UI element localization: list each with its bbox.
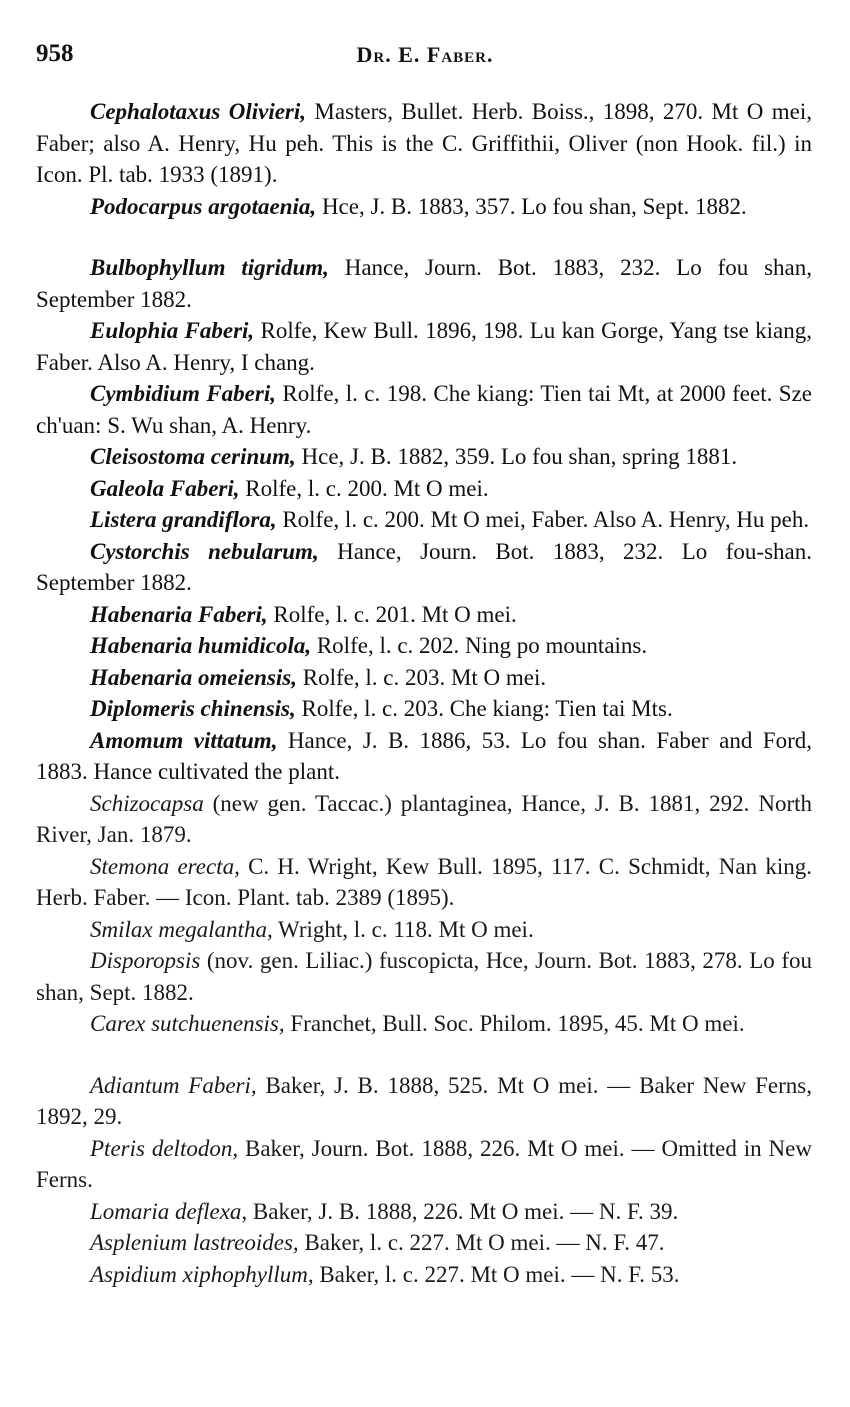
page-number: 958 [36,40,74,67]
citation-text: Rolfe, l. c. 200. Mt O mei. [239,475,489,501]
species-list [36,96,812,1290]
citation-text: Rolfe, l. c. 203. Mt O mei. [297,664,547,690]
taxon-name: Cephalotaxus Olivieri, [90,99,307,124]
species-entry [36,693,812,725]
species-entry [36,1070,812,1133]
species-entry [36,725,812,788]
taxon-name: Diplomeris chinensis, [90,696,296,721]
species-entry [36,441,812,473]
citation-text: Baker, J. B. 1888, 525. Mt O mei. — Baker New Ferns, 1892, 29. [36,1072,812,1129]
taxon-name: Cystorchis nebularum, [90,538,319,564]
taxon-name: Stemona erecta, [90,853,240,879]
citation-text: Wright, l. c. 118. Mt O mei. [272,916,534,942]
species-entry [36,378,812,441]
citation-text: (new gen. Taccac.) plantaginea, Hance, J. B. 1881, 292. North River, Jan. 1879. [36,790,812,847]
species-entry [36,851,812,914]
citation-text: Baker, Journ. Bot. 1888, 226. Mt O mei. — Omitted in New Ferns. [36,1135,812,1192]
species-entry [36,1259,812,1291]
taxon-name: Carex sutchuenensis, [90,1011,285,1036]
citation-text: Baker, J. B. 1888, 226. Mt O mei. — N. F. 39. [247,1198,679,1224]
taxon-name: Podocarpus argotaenia, [90,193,317,219]
species-entry [36,1008,812,1040]
citation-text: Hce, J. B. 1882, 359. Lo fou shan, spring 1881. [295,444,738,469]
citation-text: Hance, Journ. Bot. 1883, 232. Lo fou-shan. September 1882. [36,538,812,595]
taxon-name: Pteris deltodon, [90,1135,239,1161]
taxon-name: Habenaria humidicola, [90,633,312,658]
species-entry [36,1227,812,1259]
species-entry [36,191,812,223]
species-entry [36,945,812,1008]
citation-text: Hance, Journ. Bot. 1883, 232. Lo fou shan, September 1882. [36,255,812,312]
taxon-name: Smilax megalantha, [90,916,273,942]
species-entry [36,536,812,599]
running-head: Dr. E. Faber. [356,42,494,67]
species-entry [36,1133,812,1196]
taxon-name: Eulophia Faberi, [90,318,255,343]
taxon-name: Disporopsis [90,948,201,973]
citation-text: Baker, l. c. 227. Mt O mei. — N. F. 47. [298,1230,665,1255]
citation-text: C. H. Wright, Kew Bull. 1895, 117. C. Schmidt, Nan king. Herb. Faber. — Icon. Plant. tab. 2389 (1895). [36,853,812,910]
section-gap [36,222,812,252]
taxon-name: Asplenium lastreoides, [90,1230,299,1255]
species-entry [36,630,812,662]
citation-text: Franchet, Bull. Soc. Philom. 1895, 45. Mt O mei. [284,1011,745,1036]
taxon-name: Listera grandiflora, [90,507,277,532]
citation-text: Rolfe, Kew Bull. 1896, 198. Lu kan Gorge, Yang tse kiang, Faber. Also A. Henry, I chang. [36,318,812,375]
species-entry [36,788,812,851]
taxon-name: Galeola Faberi, [90,475,240,501]
species-entry [36,914,812,946]
taxon-name: Habenaria omeiensis, [90,664,298,690]
citation-text: Rolfe, l. c. 202. Ning po mountains. [311,633,648,658]
taxon-name: Cleisostoma cerinum, [90,444,296,469]
species-entry [36,252,812,315]
taxon-name: Bulbophyllum tigridum, [90,255,329,280]
taxon-name: Aspidium xiphophyllum, [90,1261,314,1287]
citation-text: Rolfe, l. c. 203. Che kiang: Tien tai Mts. [295,696,673,721]
citation-text: Baker, l. c. 227. Mt O mei. — N. F. 53. [313,1261,680,1287]
citation-text: Rolfe, l. c. 201. Mt O mei. [267,601,517,627]
citation-text: Rolfe, l. c. 198. Che kiang: Tien tai Mt, at 2000 feet. Sze ch'uan: S. Wu shan, A. Henry. [36,381,812,438]
species-entry [36,96,812,191]
species-entry [36,662,812,694]
citation-text: Rolfe, l. c. 200. Mt O mei, Faber. Also A. Henry, Hu peh. [276,507,810,532]
citation-text: Hce, J. B. 1883, 357. Lo fou shan, Sept. 1882. [316,193,747,219]
species-entry [36,504,812,536]
taxon-name: Cymbidium Faberi, [90,381,276,406]
species-entry [36,599,812,631]
species-entry [36,473,812,505]
taxon-name: Amomum vittatum, [90,727,278,753]
taxon-name: Schizocapsa [90,790,204,816]
species-entry [36,315,812,378]
taxon-name: Lomaria deflexa, [90,1198,248,1224]
taxon-name: Habenaria Faberi, [90,601,268,627]
species-entry [36,1196,812,1228]
citation-text: Hance, J. B. 1886, 53. Lo fou shan. Faber and Ford, 1883. Hance cultivated the plant. [36,727,812,784]
citation-text: Masters, Bullet. Herb. Boiss., 1898, 270. Mt O mei, Faber; also A. Henry, Hu peh. This is the C. Griffithii, Oliver (non Hook. fil.) in Icon. Pl. tab. 1933 (1891). [36,99,812,187]
citation-text: (nov. gen. Liliac.) fuscopicta, Hce, Journ. Bot. 1883, 278. Lo fou shan, Sept. 1882. [36,948,812,1005]
taxon-name: Adiantum Faberi, [90,1072,257,1098]
page-header [36,40,814,80]
section-gap [36,1040,812,1070]
